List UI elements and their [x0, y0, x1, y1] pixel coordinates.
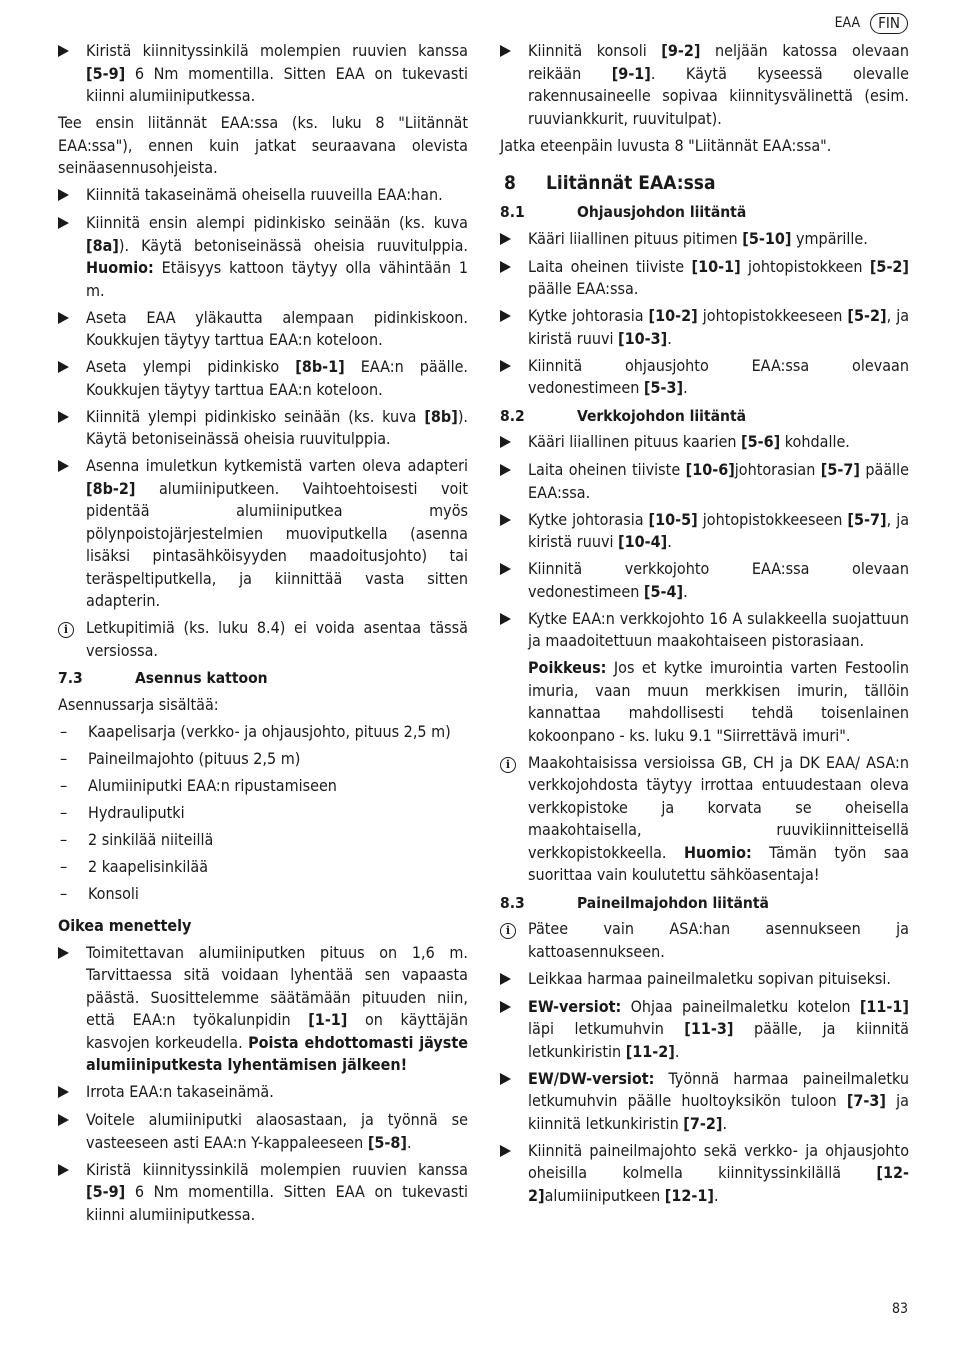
bullet-arrow-icon	[500, 360, 511, 372]
list-item: Kiinnitä takaseinämä oheisella ruuveilla EAA:han.	[58, 184, 468, 208]
list-item: Kytke johtorasia [10-2] johtopistokkeeseen [5-2], ja kiristä ruuvi [10-3].	[500, 305, 909, 350]
list-item: Irrota EAA:n takaseinämä.	[58, 1081, 468, 1105]
list-item: Kiinnitä paineilmajohto sekä verkko- ja ohjausjohto oheisilla kolmella kiinnityssinkilällä [12-2]alumiiniputkeen [12-1].	[500, 1140, 909, 1208]
left-column	[58, 40, 468, 1231]
info-icon: i	[58, 622, 74, 638]
section-heading: 8.2 Verkkojohdon liitäntä	[500, 406, 747, 425]
list-item: Asenna imuletkun kytkemistä varten oleva adapteri [8b-2] alumiiniputkeen. Vaihtoehtoisesti voit pidentää alumiiniputkea myös pölynpoistojärjestelmien muoviputkella (asenna lisäksi pintasähköisyyden maadoitusjohto) tai teräspeltiputkella, ja kiinnittää vasta sitten adapterin.	[58, 455, 468, 613]
info-icon: i	[500, 923, 516, 939]
list-item: Aseta EAA yläkautta alempaan pidinkiskoon. Koukkujen täytyy tarttua EAA:n koteloon.	[58, 307, 468, 352]
paragraph: Poikkeus: Jos et kytke imurointia varten Festoolin imuria, vaan muun merkkisen imurin, tällöin kannattaa mahdollisesti tehdä toisenlainen kokoonpano - ks. luku 9.1 "Siirrettävä imuri".	[528, 658, 909, 745]
bullet-arrow-icon	[500, 563, 511, 575]
bullet-arrow-icon	[500, 613, 511, 625]
section-heading: 8.1 Ohjausjohdon liitäntä	[500, 203, 747, 221]
list-item: – Alumiiniputki EAA:n ripustamiseen	[60, 775, 337, 795]
list-item: Laita oheinen tiiviste [10-1] johtopistokkeen [5-2] päälle EAA:ssa.	[500, 256, 909, 301]
list-item: – Paineilmajohto (pituus 2,5 m)	[60, 748, 301, 768]
doc-code: EAA	[834, 15, 861, 31]
bullet-arrow-icon	[500, 514, 511, 526]
list-item: Kytke johtorasia [10-5] johtopistokkeeseen [5-7], ja kiristä ruuvi [10-4].	[500, 509, 909, 554]
bullet-arrow-icon	[500, 310, 511, 322]
list-item: Aseta ylempi pidinkisko [8b-1] EAA:n päälle. Koukkujen täytyy tarttua EAA:n koteloon.	[58, 356, 468, 401]
paragraph: Jatka eteenpäin luvusta 8 "Liitännät EAA:ssa".	[500, 135, 832, 155]
list-item: Kääri liiallinen pituus pitimen [5-10] ympärille.	[500, 228, 909, 252]
page-header	[835, 12, 908, 35]
bullet-arrow-icon	[500, 261, 511, 273]
list-item: Kiristä kiinnityssinkilä molempien ruuvien kanssa [5-9] 6 Nm momentilla. Sitten EAA on tukevasti kiinni alumiiniputkessa.	[58, 40, 468, 108]
list-item: EW-versiot: Ohjaa paineilmaletku kotelon [11-1] läpi letkumuhvin [11-3] päälle, ja kiinnitä letkunkiristin [11-2].	[500, 996, 909, 1064]
list-item: – Kaapelisarja (verkko- ja ohjausjohto, pituus 2,5 m)	[60, 721, 451, 741]
bullet-arrow-icon	[58, 361, 69, 373]
paragraph: Asennussarja sisältää:	[58, 694, 219, 714]
bullet-arrow-icon	[58, 411, 69, 423]
list-item: Kääri liiallinen pituus kaarien [5-6] kohdalle.	[500, 431, 909, 455]
section-heading: 7.3 Asennus kattoon	[58, 669, 268, 687]
bullet-arrow-icon	[58, 189, 69, 201]
paragraph: Tee ensin liitännät EAA:ssa (ks. luku 8 "Liitännät EAA:ssa"), ennen kuin jatkat seuraavana olevista seinäasennusohjeista.	[58, 113, 468, 177]
bullet-arrow-icon	[500, 1001, 511, 1013]
list-item: Voitele alumiiniputki alaosastaan, ja työnnä se vasteeseen asti EAA:n Y-kappaleeseen [5-8].	[58, 1109, 468, 1154]
bullet-arrow-icon	[58, 312, 69, 324]
language-badge: FIN	[870, 13, 908, 34]
list-item: Kiinnitä verkkojohto EAA:ssa olevaan vedonestimeen [5-4].	[500, 558, 909, 603]
list-item: Toimitettavan alumiiniputken pituus on 1,6 m. Tarvittaessa sitä voidaan lyhentää sen vapaasta päästä. Suosittelemme säätämään pituuden niin, että EAA:n työkalunpidin [1-1] on käyttäjän kasvojen korkeudella. Poista ehdottomasti jäyste alumiiniputkesta lyhentämisen jälkeen!	[58, 942, 468, 1077]
bullet-arrow-icon	[500, 45, 511, 57]
bullet-arrow-icon	[500, 973, 511, 985]
info-icon: i	[500, 757, 516, 773]
info-note: i Maakohtaisissa versioissa GB, CH ja DK EAA/ ASA:n verkkojohdosta täytyy irrottaa entuudestaan oleva verkkopistoke ja korvata se oheisella maakohtaisella, ruuvikiinnitteisellä verkkopistokkeella. Huomio: Tämän työn saa suorittaa vain koulutettu sähköasentaja!	[500, 752, 909, 887]
list-item: Leikkaa harmaa paineilmaletku sopivan pituiseksi.	[500, 968, 909, 992]
chapter-heading: 8 Liitännät EAA:ssa	[504, 172, 716, 194]
page-number: 83	[891, 1301, 908, 1317]
list-item: Kiinnitä ohjausjohto EAA:ssa olevaan vedonestimeen [5-3].	[500, 355, 909, 400]
bullet-arrow-icon	[58, 217, 69, 229]
bullet-arrow-icon	[58, 460, 69, 472]
list-item: Kiristä kiinnityssinkilä molempien ruuvien kanssa [5-9] 6 Nm momentilla. Sitten EAA on tukevasti kiinni alumiiniputkessa.	[58, 1159, 468, 1227]
list-item: Kytke EAA:n verkkojohto 16 A sulakkeella suojattuun ja maadoitettuun maakohtaiseen pistorasiaan.	[500, 608, 909, 653]
list-item: Kiinnitä ensin alempi pidinkisko seinään (ks. kuva [8a]). Käytä betoniseinässä oheisia ruuvitulppia. Huomio: Etäisyys kattoon täytyy olla vähintään 1 m.	[58, 212, 468, 302]
bullet-arrow-icon	[500, 1145, 511, 1157]
info-note: i Pätee vain ASA:han asennukseen ja kattoasennukseen.	[500, 918, 909, 963]
subheading: Oikea menettely	[58, 916, 192, 935]
list-item: – 2 sinkilää niiteillä	[60, 829, 214, 849]
list-item: Kiinnitä konsoli [9-2] neljään katossa olevaan reikään [9-1]. Käytä kyseessä olevalle rakennusaineelle sopivaa kiinnitysvälinettä (esim. ruuviankkurit, ruuvitulpat).	[500, 40, 909, 130]
bullet-arrow-icon	[500, 436, 511, 448]
list-item: – Hydrauliputki	[60, 802, 185, 822]
bullet-arrow-icon	[58, 1164, 69, 1176]
right-column	[500, 40, 909, 1212]
bullet-arrow-icon	[58, 45, 69, 57]
bullet-arrow-icon	[58, 947, 69, 959]
list-item: Kiinnitä ylempi pidinkisko seinään (ks. kuva [8b]). Käytä betoniseinässä oheisia ruuvitulppia.	[58, 406, 468, 451]
bullet-arrow-icon	[500, 1073, 511, 1085]
info-note: i Letkupitimiä (ks. luku 8.4) ei voida asentaa tässä versiossa.	[58, 617, 468, 662]
bullet-arrow-icon	[58, 1114, 69, 1126]
bullet-arrow-icon	[58, 1086, 69, 1098]
section-heading: 8.3 Paineilmajohdon liitäntä	[500, 893, 769, 912]
list-item: – 2 kaapelisinkilää	[60, 856, 209, 876]
bullet-arrow-icon	[500, 233, 511, 245]
list-item: Laita oheinen tiiviste [10-6]johtorasian [5-7] päälle EAA:ssa.	[500, 459, 909, 504]
list-item: EW/DW-versiot: Työnnä harmaa paineilmaletku letkumuhvin päälle huoltoyksikön tuloon [7-3] ja kiinnitä letkunkiristin [7-2].	[500, 1068, 909, 1136]
list-item: – Konsoli	[60, 883, 139, 903]
bullet-arrow-icon	[500, 464, 511, 476]
